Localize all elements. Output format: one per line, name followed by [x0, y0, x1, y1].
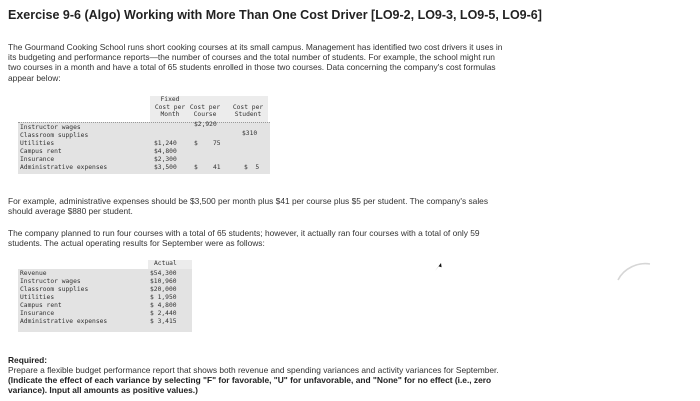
header-course: Cost per Course	[189, 103, 221, 119]
intro-paragraph	[8, 42, 502, 83]
table-row	[18, 164, 270, 172]
row-label: Revenue	[20, 269, 47, 277]
planned-paragraph	[8, 228, 480, 248]
example-paragraph	[8, 196, 488, 216]
cost-formula-table	[18, 96, 270, 176]
row-label: Insurance	[20, 309, 55, 317]
actual-value: $10,960	[150, 277, 177, 285]
header-student: Cost per Student	[232, 103, 264, 119]
planned-line: students. The actual operating results for September were as follows:	[8, 238, 265, 249]
row-label: Instructor wages	[20, 277, 81, 285]
student-cost: $310	[242, 129, 258, 137]
intro-line: two courses in a month and have a total of 65 students enrolled in those two courses. Data concerning the company's cost formulas	[8, 62, 496, 73]
actual-value: $ 4,800	[150, 301, 177, 309]
row-label: Insurance	[20, 155, 55, 163]
arc-mark-icon	[614, 254, 654, 294]
fixed-cost: $3,500	[154, 164, 177, 171]
intro-line: appear below:	[8, 72, 61, 83]
student-cost: $ 5	[244, 164, 260, 171]
table-header-row	[18, 260, 192, 268]
row-label: Campus rent	[20, 147, 62, 155]
row-label: Administrative expenses	[20, 164, 108, 171]
required-note: variance). Input all amounts as positive values.)	[8, 385, 198, 396]
actual-value: $ 1,950	[150, 293, 177, 301]
row-label: Administrative expenses	[20, 317, 108, 325]
actual-value: $ 2,440	[150, 309, 177, 317]
course-cost: $ 41	[194, 164, 221, 171]
planned-line: The company planned to run four courses with a total of 65 students; however, it actually ran four courses with a total of only 59	[8, 228, 480, 238]
row-label: Utilities	[20, 139, 55, 147]
fixed-cost: $1,240	[154, 139, 177, 147]
table-row	[18, 318, 192, 326]
row-label: Utilities	[20, 293, 55, 301]
actual-value: $ 3,415	[150, 317, 177, 325]
table-row	[18, 156, 270, 164]
table-row	[18, 294, 192, 302]
table-row	[18, 302, 192, 310]
required-instructions	[8, 365, 698, 396]
course-cost: $ 75	[194, 139, 221, 147]
example-line: For example, administrative expenses should be $3,500 per month plus $41 per course plus $5 per student. The company's sales	[8, 196, 489, 206]
actual-value: $54,300	[150, 269, 177, 277]
table-row	[18, 129, 270, 140]
table-row	[18, 270, 192, 278]
fixed-cost: $2,300	[154, 155, 177, 163]
required-note: (Indicate the effect of each variance by selecting "F" for favorable, "U" for unfavorable, and "None" for no effect (i.e., zero	[8, 375, 492, 386]
header-divider	[18, 122, 270, 123]
row-label: Instructor wages	[20, 124, 81, 131]
page-title: Exercise 9-6 (Algo) Working with More Than One Cost Driver [LO9-2, LO9-3, LO9-5, LO9-6]	[8, 8, 542, 22]
intro-line: The Gourmand Cooking School runs short cooking courses at its small campus. Management has identified two cost drivers it uses in	[8, 42, 503, 52]
row-label: Campus rent	[20, 301, 62, 309]
table-row	[18, 148, 270, 156]
required-heading: Required:	[8, 355, 48, 365]
course-cost: $2,920	[194, 121, 217, 128]
table-row	[18, 140, 270, 148]
header-fixed: Fixed Cost per Month	[154, 96, 186, 119]
actual-value: $20,000	[150, 285, 177, 293]
header-actual: Actual	[154, 260, 177, 267]
intro-line: its budgeting and performance reports—the number of courses and the total number of students. For example, the school might run	[8, 52, 495, 63]
required-line: Prepare a flexible budget performance report that shows both revenue and spending variances and activity variances for September.	[8, 365, 499, 375]
table-row	[18, 310, 192, 318]
actual-results-table	[18, 260, 192, 332]
row-label: Classroom supplies	[20, 285, 89, 293]
example-line: should average $880 per student.	[8, 206, 133, 217]
table-row	[18, 286, 192, 294]
table-row	[18, 278, 192, 286]
mouse-pointer-icon	[433, 262, 443, 272]
fixed-cost: $4,800	[154, 147, 177, 155]
row-label: Classroom supplies	[20, 131, 89, 139]
